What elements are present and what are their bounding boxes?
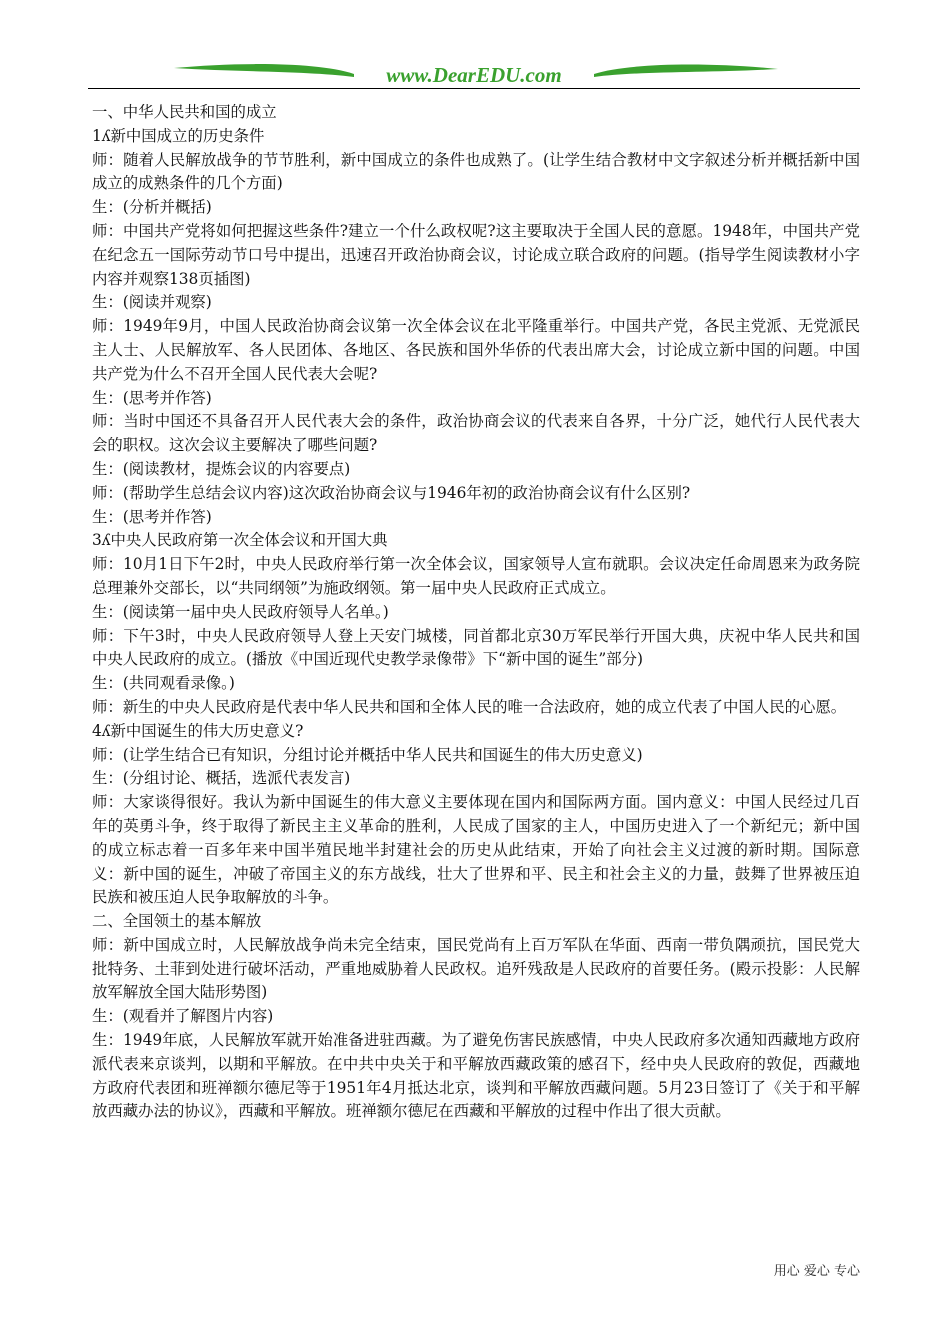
dearedu-logo — [88, 60, 860, 90]
header-divider — [88, 88, 860, 89]
teacher-line: 师：大家谈得很好。我认为新中国诞生的伟大意义主要体现在国内和国际两方面。国内意义：中国人民经过几百年的英勇斗争，终于取得了新民主主义革命的胜利，人民成了国家的主人，中国历史进入了一个新纪元；新中国的成立标志着一百多年来中国半殖民地半封建社会的历史从此结束，开始了向社会主义过渡的新时期。国际意义：新中国的诞生，冲破了帝国主义的东方战线，壮大了世界和平、民主和社会主义的力量，鼓舞了世界被压迫民族和被压迫人民争取解放的斗争。 — [92, 793, 860, 907]
teacher-line: 师：当时中国还不具备召开人民代表大会的条件，政治协商会议的代表来自各界，十分广泛，她代行人民代表大会的职权。这次会议主要解决了哪些问题? — [92, 412, 860, 455]
logo-text: www.DearEDU.com — [386, 63, 562, 87]
student-line: 生：(思考并作答) — [92, 388, 212, 407]
teacher-line: 师：下午3时，中央人民政府领导人登上天安门城楼，同首都北京30万军民举行开国大典，庆祝中华人民共和国中央人民政府的成立。(播放《中国近现代史教学录像带》下“新中国的诞生”部分) — [92, 626, 860, 669]
student-line: 生：(阅读教材，提炼会议的内容要点) — [92, 459, 351, 478]
right-swoosh — [594, 65, 778, 77]
student-line: 生：(阅读第一届中央人民政府领导人名单。) — [92, 602, 389, 621]
teacher-line: 师：(帮助学生总结会议内容)这次政治协商会议与1946年初的政治协商会议有什么区别? — [92, 483, 691, 502]
student-line: 生：(观看并了解图片内容) — [92, 1007, 274, 1026]
student-line: 生：(思考并作答) — [92, 507, 212, 526]
subsection-heading: 3ʎ中央人民政府第一次全体会议和开国大典 — [92, 531, 388, 550]
subsection-heading: 4ʎ新中国诞生的伟大历史意义? — [92, 721, 304, 740]
teacher-line: 师：中国共产党将如何把握这些条件?建立一个什么政权呢?这主要取决于全国人民的意愿。1948年，中国共产党在纪念五一国际劳动节口号中提出，迅速召开政治协商会议，讨论成立联合政府的问题。(指导学生阅读教材小字内容并观察138页插图) — [92, 221, 860, 288]
teacher-line: 师：(让学生结合已有知识，分组讨论并概括中华人民共和国诞生的伟大历史意义) — [92, 745, 643, 764]
teacher-line: 师：新生的中央人民政府是代表中华人民共和国和全体人民的唯一合法政府，她的成立代表了中国人民的心愿。 — [92, 697, 847, 716]
student-line: 生：(分组讨论、概括，选派代表发言) — [92, 769, 351, 788]
teacher-line: 师：随着人民解放战争的节节胜利，新中国成立的条件也成熟了。(让学生结合教材中文字叙述分析并概括新中国成立的成熟条件的几个方面) — [92, 150, 860, 193]
teacher-line: 师：10月1日下午2时，中央人民政府举行第一次全体会议，国家领导人宣布就职。会议决定任命周恩来为政务院总理兼外交部长，以“共同纲领”为施政纲领。第一届中央人民政府正式成立。 — [92, 555, 860, 597]
student-line: 生：(阅读并观察) — [92, 293, 212, 312]
subsection-heading: 1ʎ新中国成立的历史条件 — [92, 126, 265, 145]
section-heading: 一、中华人民共和国的成立 — [92, 103, 277, 121]
page-footer: 用心 爱心 专心 — [773, 1264, 860, 1279]
teacher-line: 师：新中国成立时，人民解放战争尚未完全结束，国民党尚有上百万军队在华面、西南一带负隅顽抗，国民党大批特务、土菲到处进行破坏活动，严重地威胁着人民政权。追歼残敌是人民政府的首要任务。(殿示投影：人民解放军解放全国大陆形势图) — [92, 935, 860, 1002]
document-body — [92, 101, 860, 1124]
student-line: 生：(分析并概括) — [92, 198, 212, 217]
student-line: 生：1949年底，人民解放军就开始准备进驻西藏。为了避免伤害民族感情，中央人民政府多次通知西藏地方政府派代表来京谈判，以期和平解放。在中共中央关于和平解放西藏政策的感召下，经中央人民政府的敦促，西藏地方政府代表团和班禅额尔德尼等于1951年4月抵达北京，谈判和平解放西藏问题。5月23日签订了《关于和平解放西藏办法的协议》，西藏和平解放。班禅额尔德尼在西藏和平解放的过程中作出了很大贡献。 — [92, 1031, 860, 1121]
page-header — [88, 60, 860, 90]
left-swoosh — [174, 64, 354, 77]
section-heading: 二、全国领土的基本解放 — [92, 912, 262, 931]
student-line: 生：(共同观看录像。) — [92, 674, 235, 693]
teacher-line: 师：1949年9月，中国人民政治协商会议第一次全体会议在北平隆重举行。中国共产党，各民主党派、无党派民主人士、人民解放军、各人民团体、各地区、各民族和国外华侨的代表出席大会，讨论成立新中国的问题。中国共产党为什么不召开全国人民代表大会呢? — [92, 317, 860, 383]
